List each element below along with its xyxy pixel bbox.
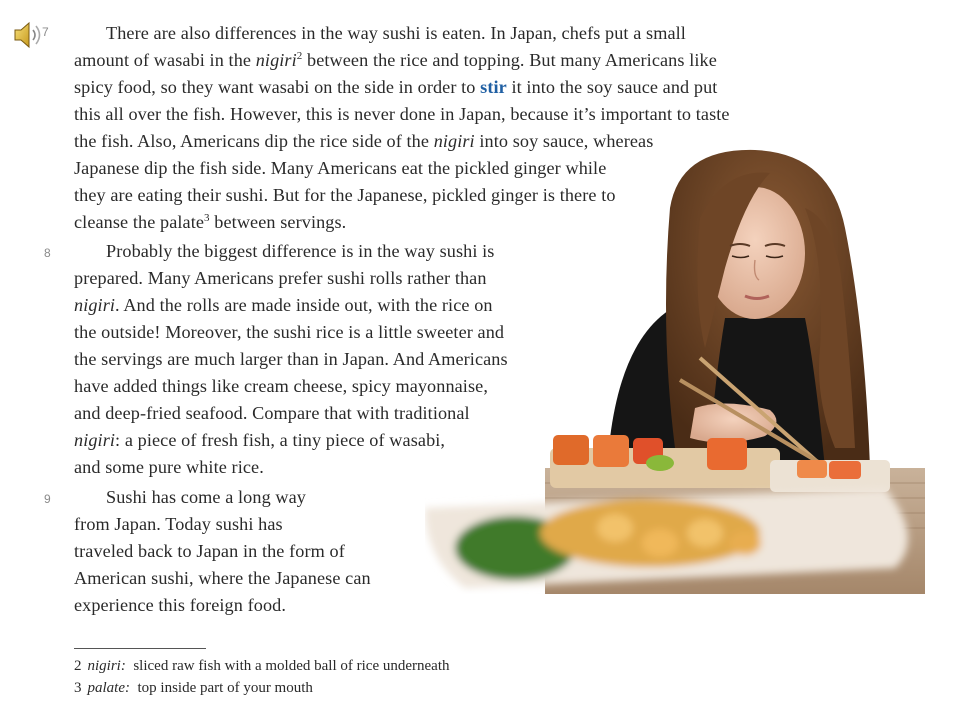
- footnote-divider: [74, 648, 206, 649]
- paragraph-8-line: and deep-fried seafood. Compare that with traditional: [74, 403, 470, 423]
- paragraph-8-line: the servings are much larger than in Japan. And Americans: [74, 349, 508, 369]
- footnote-number: 2: [74, 658, 82, 674]
- paragraph-7-line: they are eating their sushi. But for the Japanese, pickled ginger is there to: [74, 185, 616, 205]
- speaker-audio-icon[interactable]: [12, 20, 46, 50]
- paragraph-8-line: prepared. Many Americans prefer sushi rolls rather than: [74, 268, 487, 288]
- footnote-term: nigiri:: [87, 658, 126, 674]
- vocab-word-stir[interactable]: stir: [480, 77, 507, 97]
- paragraph-7-line: cleanse the palate$^3$ between servings.: [74, 211, 347, 232]
- footnote-text: sliced raw fish with a molded ball of rice underneath: [133, 658, 450, 674]
- paragraph-7-line: There are also differences in the way sushi is eaten. In Japan, chefs put a small: [106, 23, 686, 43]
- paragraph-7-line: the fish. Also, Americans dip the rice side of the nigiri into soy sauce, whereas: [74, 131, 654, 151]
- paragraph-7-line: amount of wasabi in the nigiri$^2$ between the rice and topping. But many Americans like: [74, 49, 717, 70]
- paragraph-8-line: nigiri. And the rolls are made inside out, with the rice on: [74, 295, 493, 315]
- paragraph-number: 9: [44, 492, 51, 506]
- paragraph-number: 8: [44, 246, 51, 260]
- paragraph-9-line: American sushi, where the Japanese can: [74, 568, 371, 588]
- footnote: [74, 656, 450, 676]
- paragraph-9-line: experience this foreign food.: [74, 595, 286, 615]
- footnote-term: palate:: [87, 680, 130, 696]
- paragraph-8-line: have added things like cream cheese, spicy mayonnaise,: [74, 376, 488, 396]
- paragraph-8-line: Probably the biggest difference is in the way sushi is: [106, 241, 495, 261]
- paragraph-8-line: the outside! Moreover, the sushi rice is a little sweeter and: [74, 322, 505, 342]
- paragraph-7-line: this all over the fish. However, this is never done in Japan, because it’s important to taste: [74, 104, 730, 124]
- paragraph-9-line: Sushi has come a long way: [106, 487, 307, 507]
- paragraph-7-line: Japanese dip the fish side. Many Americans eat the pickled ginger while: [74, 158, 607, 178]
- paragraph-9-line: from Japan. Today sushi has: [74, 514, 283, 534]
- footnote-text: top inside part of your mouth: [137, 680, 313, 696]
- paragraph-8-line: and some pure white rice.: [74, 457, 264, 477]
- paragraph-7-line: spicy food, so they want wasabi on the side in order to stir it into the soy sauce and put: [74, 77, 718, 97]
- paragraph-8-line: nigiri: a piece of fresh fish, a tiny piece of wasabi,: [74, 430, 446, 450]
- paragraph-9-line: traveled back to Japan in the form of: [74, 541, 345, 561]
- footnote: [74, 678, 313, 698]
- footnote-number: 3: [74, 680, 82, 696]
- paragraph-number: 7: [42, 25, 49, 39]
